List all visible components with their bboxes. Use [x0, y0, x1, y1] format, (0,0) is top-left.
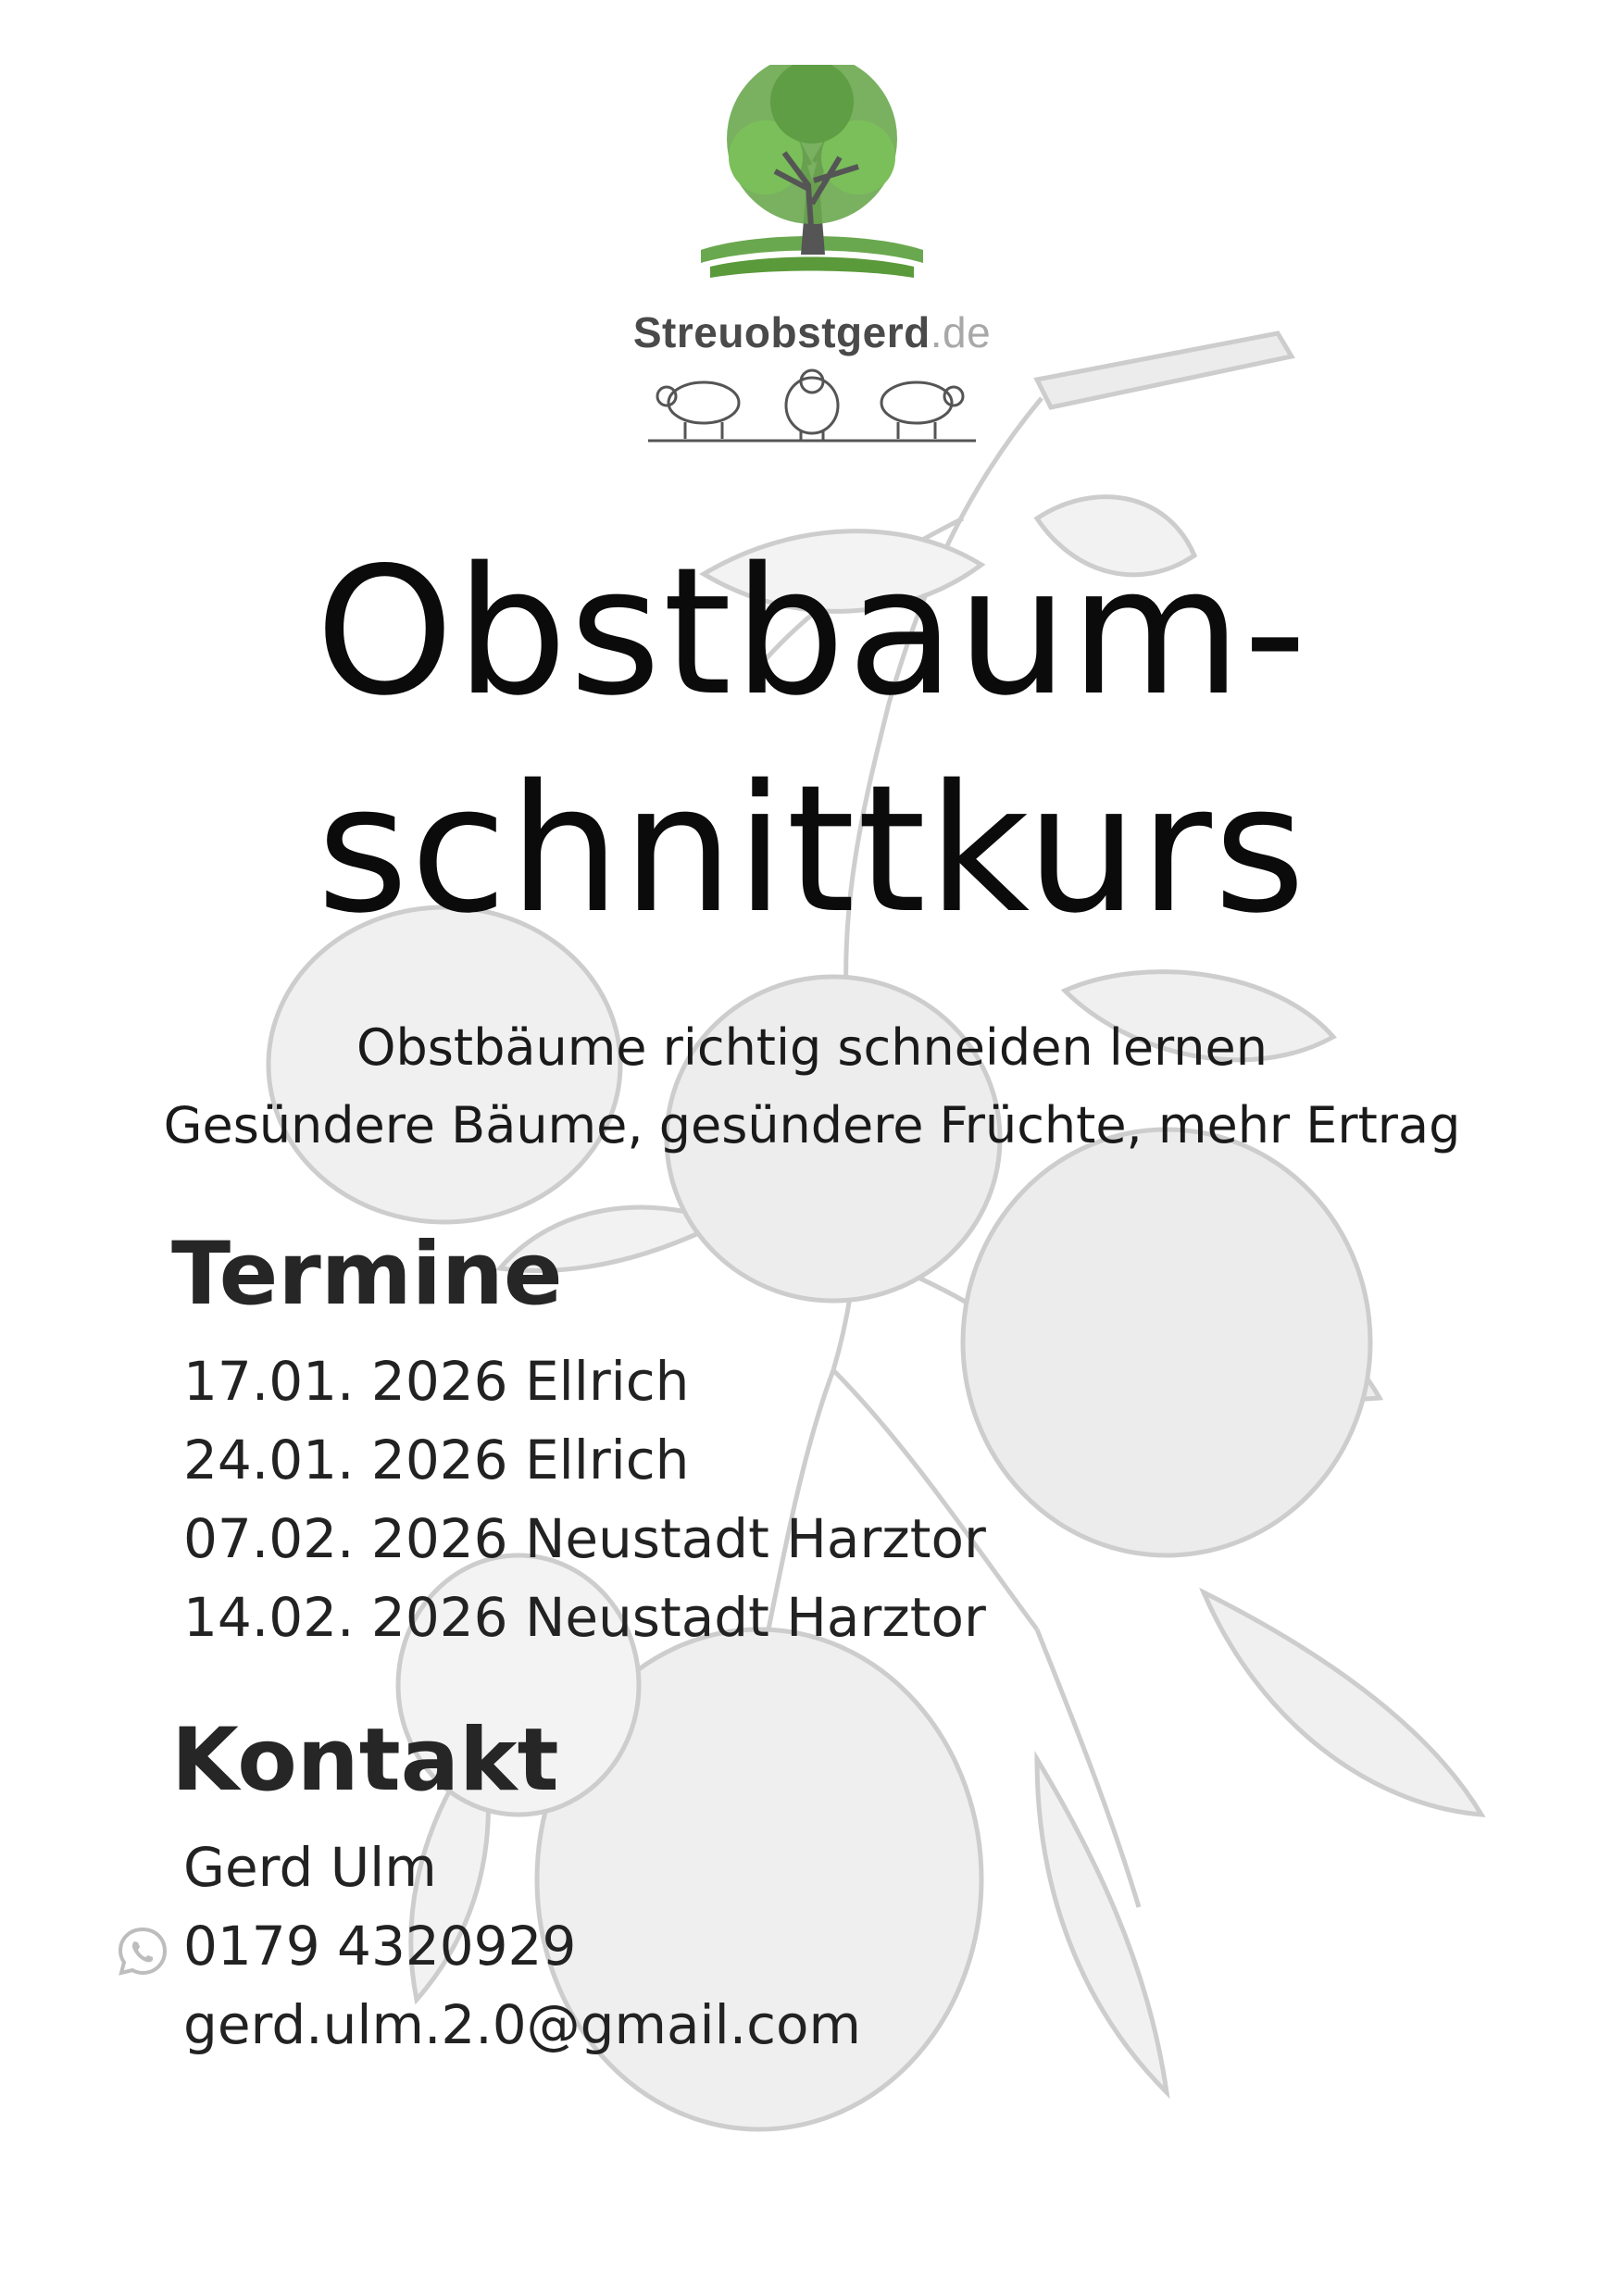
subtitle	[0, 1009, 1624, 1165]
termine-heading: Termine	[171, 1224, 563, 1325]
title-line-2: schnittkurs	[317, 747, 1307, 952]
title-line-1: Obstbaum-	[315, 530, 1309, 734]
kontakt-heading: Kontakt	[171, 1710, 559, 1811]
termin-item: 07.02. 2026 Neustadt Harztor	[183, 1507, 986, 1570]
whatsapp-icon	[115, 1924, 170, 1979]
termine-list	[183, 1342, 986, 1657]
brand-name: Streuobstgerd	[632, 308, 931, 356]
subtitle-line-2: Gesündere Bäume, gesündere Früchte, mehr Ertrag	[163, 1096, 1461, 1154]
page-title	[0, 523, 1624, 958]
sheep-illustration-icon	[648, 361, 976, 444]
contact-email[interactable]: gerd.ulm.2.0@gmail.com	[183, 1993, 862, 2056]
brand-logo	[0, 65, 1624, 444]
contact-name: Gerd Ulm	[183, 1836, 437, 1899]
subtitle-line-1: Obstbäume richtig schneiden lernen	[356, 1018, 1268, 1077]
termin-item: 17.01. 2026 Ellrich	[183, 1350, 690, 1413]
brand-wordmark	[0, 307, 1624, 357]
brand-tld: .de	[930, 308, 992, 356]
termin-item: 14.02. 2026 Neustadt Harztor	[183, 1586, 986, 1649]
kontakt-list	[183, 1828, 861, 2065]
termin-item: 24.01. 2026 Ellrich	[183, 1429, 690, 1491]
contact-phone[interactable]: 0179 4320929	[183, 1915, 577, 1978]
tree-logo-icon	[682, 65, 942, 287]
